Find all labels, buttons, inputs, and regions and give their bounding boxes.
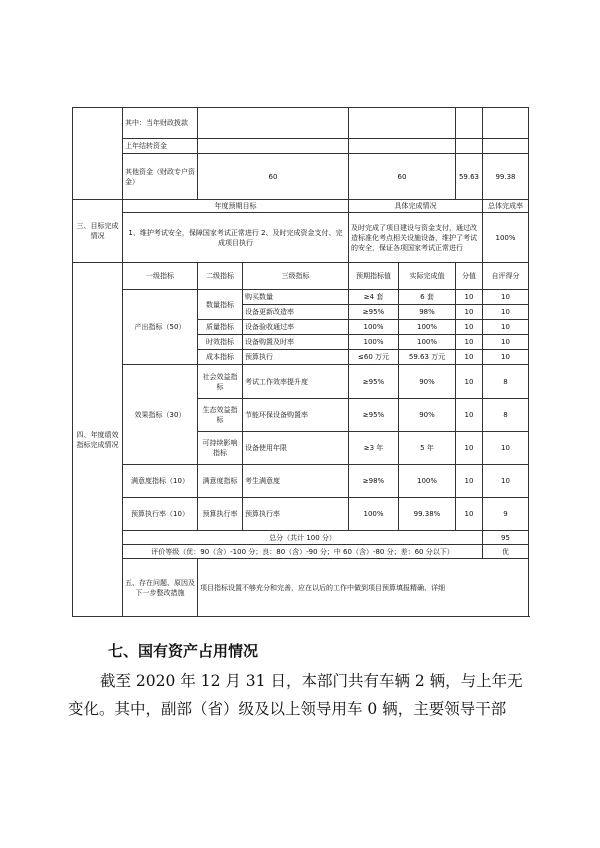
table-row-actual: 100% xyxy=(399,320,456,335)
table-row-target: 100% xyxy=(349,320,399,335)
carryover-executed-cell xyxy=(456,139,483,154)
body-paragraph-line2: 变化。其中，副部（省）级及以上领导用车 0 辆，主要领导干部 xyxy=(68,700,507,718)
table-row-target: ≥95% xyxy=(349,305,399,320)
table-row-l3: 设备验收通过率 xyxy=(243,320,349,335)
fiscal-allocated-cell xyxy=(349,108,456,139)
table-row-target: 100% xyxy=(349,335,399,350)
budget-indicator-label: 预算执行率（10） xyxy=(123,498,198,531)
table-row-score: 9 xyxy=(483,498,529,531)
total-value: 95 xyxy=(483,531,529,545)
actual-text: 及时完成了项目建设与资金支付，通过改造标准化考点相关设施设备，维护了考试的安全，保证各项国家考试正常进行 xyxy=(349,213,483,263)
table-row-score: 8 xyxy=(483,399,529,432)
table-row-target: 100% xyxy=(349,498,399,531)
section3-label: 三、目标完成情况 xyxy=(73,200,123,263)
table-row-weight: 10 xyxy=(456,498,483,531)
table-row-actual: 90% xyxy=(399,399,456,432)
table-row-l3: 预算执行率 xyxy=(243,498,349,531)
sustain-indicator: 可持续影响指标 xyxy=(198,432,243,465)
fiscal-label: 其中：当年财政拨款 xyxy=(123,108,198,139)
table-row-l3: 设备使用年限 xyxy=(243,432,349,465)
section4-label: 四、年度绩效指标完成情况 xyxy=(73,263,123,617)
table-row-actual: 6 套 xyxy=(399,290,456,305)
effect-indicator-label: 效果指标（30） xyxy=(123,365,198,465)
body-paragraph-line1: 截至 2020 年 12 月 31 日，本部门共有车辆 2 辆，与上年无 xyxy=(100,672,523,690)
table-row-score: 10 xyxy=(483,350,529,365)
table-row-weight: 10 xyxy=(456,320,483,335)
actual-header: 具体完成情况 xyxy=(349,200,483,213)
header-level2: 二级指标 xyxy=(198,263,243,290)
header-level1: 一级指标 xyxy=(123,263,198,290)
other-funds-label: 其他资金（财政专户资金） xyxy=(123,154,198,200)
other-rate-value: 99.38 xyxy=(483,154,529,200)
table-row-score: 8 xyxy=(483,365,529,399)
table-row-score: 10 xyxy=(483,320,529,335)
other-executed-value: 59.63 xyxy=(456,154,483,200)
table-row-actual: 90% xyxy=(399,365,456,399)
table-row-weight: 10 xyxy=(456,290,483,305)
header-score: 自评得分 xyxy=(483,263,529,290)
fiscal-rate-cell xyxy=(483,108,529,139)
social-indicator: 社会效益指标 xyxy=(198,365,243,399)
quantity-indicator: 数量指标 xyxy=(198,290,243,320)
table-row-actual: 100% xyxy=(399,335,456,350)
grade-label: 评价等级（优：90（含）-100 分；良：80（含）-90 分；中 60（含）-80 分；差：60 分以下） xyxy=(123,545,483,559)
section5-label: 五、存在问题、原因及下一步整改措施 xyxy=(123,559,198,617)
table-row-target: ≥4 套 xyxy=(349,290,399,305)
table-row-l3: 考试工作效率提升度 xyxy=(243,365,349,399)
rate-header: 总体完成率 xyxy=(483,200,529,213)
table-row-score: 10 xyxy=(483,465,529,498)
fiscal-budget-cell xyxy=(198,108,349,139)
table-row-l3: 购买数量 xyxy=(243,290,349,305)
performance-table xyxy=(72,107,529,617)
table-row-l3: 设备购置及时率 xyxy=(243,335,349,350)
table-row-actual: 5 年 xyxy=(399,432,456,465)
table-row-l3: 设备更新改造率 xyxy=(243,305,349,320)
table-row-score: 10 xyxy=(483,432,529,465)
total-label: 总分（共计 100 分） xyxy=(123,531,483,545)
timeliness-indicator: 时效指标 xyxy=(198,335,243,350)
output-indicator-label: 产出指标（50） xyxy=(123,290,198,365)
funding-blank-cell xyxy=(73,108,123,200)
table-row-target: ≤60 万元 xyxy=(349,350,399,365)
table-row-actual: 100% xyxy=(399,465,456,498)
cost-indicator: 成本指标 xyxy=(198,350,243,365)
other-budget-value: 60 xyxy=(198,154,349,200)
table-row-target: ≥95% xyxy=(349,365,399,399)
satisfaction-l2: 满意度指标 xyxy=(198,465,243,498)
header-weight: 分值 xyxy=(456,263,483,290)
table-row-weight: 10 xyxy=(456,432,483,465)
satisfaction-indicator-label: 满意度指标（10） xyxy=(123,465,198,498)
grade-value: 优 xyxy=(483,545,529,559)
table-row-weight: 10 xyxy=(456,350,483,365)
section5-text: 项目指标设置不够充分和完善，应在以后的工作中做到项目预算填报精确、详细 xyxy=(198,559,529,617)
table-row-actual: 98% xyxy=(399,305,456,320)
table-row-score: 10 xyxy=(483,305,529,320)
table-row-weight: 10 xyxy=(456,465,483,498)
table-row-target: ≥3 年 xyxy=(349,432,399,465)
table-row-weight: 10 xyxy=(456,305,483,320)
table-row-actual: 99.38% xyxy=(399,498,456,531)
table-row-score: 10 xyxy=(483,290,529,305)
carryover-label: 上年结转资金 xyxy=(123,139,198,154)
quality-indicator: 质量指标 xyxy=(198,320,243,335)
section-heading: 七、国有资产占用情况 xyxy=(108,642,259,660)
header-actual: 实际完成值 xyxy=(399,263,456,290)
carryover-allocated-cell xyxy=(349,139,456,154)
table-row-target: ≥95% xyxy=(349,399,399,432)
header-level3: 三级指标 xyxy=(243,263,349,290)
fiscal-executed-cell xyxy=(456,108,483,139)
carryover-rate-cell xyxy=(483,139,529,154)
goal-header: 年度预期目标 xyxy=(123,200,349,213)
other-allocated-value: 60 xyxy=(349,154,456,200)
table-row-target: ≥98% xyxy=(349,465,399,498)
table-row-l3: 预算执行 xyxy=(243,350,349,365)
table-row-weight: 10 xyxy=(456,335,483,350)
table-row-l3: 节能环保设备购置率 xyxy=(243,399,349,432)
table-row-weight: 10 xyxy=(456,365,483,399)
overall-rate: 100% xyxy=(483,213,529,263)
goal-text: 1、维护考试安全，保障国家考试正常进行 2、及时完成资金支付、完成项目执行 xyxy=(123,213,349,263)
budget-l2: 预算执行率 xyxy=(198,498,243,531)
table-row-score: 10 xyxy=(483,335,529,350)
table-row-actual: 59.63 万元 xyxy=(399,350,456,365)
eco-indicator: 生态效益指标 xyxy=(198,399,243,432)
header-target: 预期指标值 xyxy=(349,263,399,290)
table-row-l3: 考生满意度 xyxy=(243,465,349,498)
table-row-weight: 10 xyxy=(456,399,483,432)
carryover-budget-cell xyxy=(198,139,349,154)
